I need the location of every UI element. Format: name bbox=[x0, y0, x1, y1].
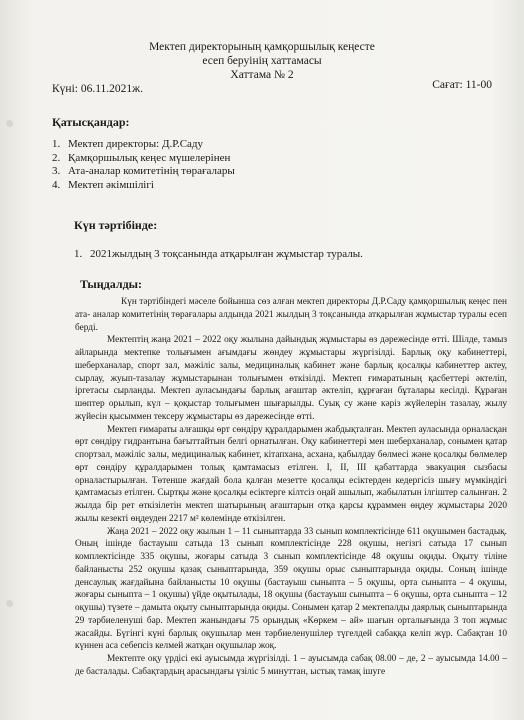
agenda-list bbox=[74, 248, 363, 262]
document-header bbox=[0, 40, 524, 82]
punch-hole bbox=[6, 600, 13, 607]
header-line-1: Мектеп директорының қамқоршылық кеңесте bbox=[149, 41, 375, 53]
paragraph: Жаңа 2021 – 2022 оқу жылын 1 – 11 сыныптарда 33 сынып комплектісінде 611 оқушымен бастадық. Оның ішінде бастауыш сатыда 13 сынып комплектісінде 228 оқушы, негізгі сатыда 17 сынып комплектісінде 335 оқушы, жоғары сатыда 3 сынып комплектісінде 48 оқушы оқиды. Оқыту тіліне байланысты 252 оқушы қазақ сыныптарында, 359 оқушы орыс сыныптарында оқиды. Соның ішінде денсаулық жағдайына байланысты 10 оқушы (бастауыш сыныпта – 5 оқушы, орта сыныпта – 4 оқушы, жоғары сыныпта – 1 оқушы) үйде оқытылады, 18 оқушы (бастауыш сыныпта – 6 оқушы, орта сыныпта – 12 оқушы) түзете – дамыта оқыту сыныптарында оқиды. Сонымен қатар 2 мектепалды даярлық сыныптарында 29 тәрбиеленуші бар. Мектеп жанындағы 75 орындық «Көркем – ай» шағын орталығында 3 топ жұмыс жасайды. Бүгінгі күні барлық оқушылар мен тәрбиеленушілер түгелдей сабаққа келіп жүр. Сабақтан 10 күннен аса себепсіз келмей жатқан оқушылар жоқ. bbox=[75, 526, 507, 652]
paragraph: Мектеп ғимараты алғашқы өрт сөндіру құралдарымен жабдықталған. Мектеп ауласында орналасқан өрт сөндіру гидрантына бағыттайтын белгі орнатылған. Оқу кабинеттері мен шеберханалар, сонымен қатар спортзал, мәжіліс залы, медициналық кабинет, кітапхана, асхана, қабылдау бөлмесі және қосалқы бөлмелер өрт сөндіру құралдарымен толық қамтамасыз етілген. I, II, III қабаттарда эвакуация сызбасы орналастырылған. Төтенше жағдай бола қалған мезетте қосалқы есіктерден кедергісіз шығу мүмкіндігі қамтамасыз етілген. Сыртқы және қосалқы есіктерге кілтсіз оңай ашылып, жабылатын ілгіштер салынған. 2 жылда бір рет өткізілетін мектеп шатырының ағаштарын отқа қарсы құраммен өңдеу жұмыстары 2020 жылы кезекті өңдеуден 2217 м² көлемінде өткізілген. bbox=[75, 424, 507, 524]
list-item: 3. Ата-аналар комитетінің төрағалары bbox=[52, 165, 235, 178]
paragraph: Күн тәртібіндегі мәселе бойынша сөз алған мектеп директоры Д.Р.Саду қамқоршылық кеңес пен ата- аналар комитетінің төрағалары алдында 2021 жылдың 3 тоқсанында атқарылған жұмыстар туралы есеп берді. bbox=[75, 297, 507, 333]
paragraph: Мектептің жаңа 2021 – 2022 оқу жылына дайындық жұмыстары өз дәрежесінде өтті. Шілде, тамыз айларында мектепке толығымен ағымдағы жөндеу жұмыстары жүргізілді. Барлық оқу кабинеттері, шеберханалар, спорт зал, мәжіліс залы, медициналық кабинет және барлық қосалқы кабинеттер актеу, сырлау, жуып-тазалау жұмыстарынан толығымен өткізілді. Мектеп ғимаратының қасбеттері әктеліп, іргетасы сырланды. Мектеп ауласындағы барлық ағаштар әктеліп, құрғаған бұталары кесілді. Құраған шөптер орылып, күл – қоқыстар толығымен шығарылды. Суық су және кәріз жүйелерін тазалау, жылу жүйесін қысыммен тексеру жұмыстары өз дәрежесінде өтті. bbox=[75, 335, 507, 422]
meeting-time: Сағат: 11-00 bbox=[432, 79, 492, 91]
meeting-meta bbox=[52, 79, 492, 95]
agenda-title: Күн тәртібінде: bbox=[74, 218, 158, 232]
list-item: 1. 2021жылдың 3 тоқсанында атқарылған жұмыстар туралы. bbox=[74, 248, 363, 260]
header-line-2: есеп беруінің хаттамасы bbox=[202, 55, 322, 67]
list-item: 1. Мектеп директоры: Д.Р.Саду bbox=[52, 138, 204, 150]
participants-list bbox=[52, 138, 235, 192]
paragraph: Мектепте оқу үрдісі екі ауысымда жүргізілді. 1 – ауысымда сабақ 08.00 – де, 2 – ауысымда 14.00 – де басталады. Сабақтардың арасындағы үзіліс 5 минуттан, ыстық тамақ ішуге bbox=[75, 654, 507, 677]
meeting-date: Күні: 06.11.2021ж. bbox=[52, 83, 143, 95]
punch-hole bbox=[6, 120, 13, 127]
list-item: 4. Мектеп әкімшілігі bbox=[52, 178, 154, 191]
listened-title: Тыңдалды: bbox=[80, 277, 143, 291]
participants-title: Қатысқандар: bbox=[52, 115, 130, 129]
list-item: 2. Қамқоршылық кеңес мүшелерінен bbox=[52, 151, 231, 164]
listened-body bbox=[75, 296, 507, 679]
header-line-3: Хаттама № 2 bbox=[230, 69, 294, 81]
